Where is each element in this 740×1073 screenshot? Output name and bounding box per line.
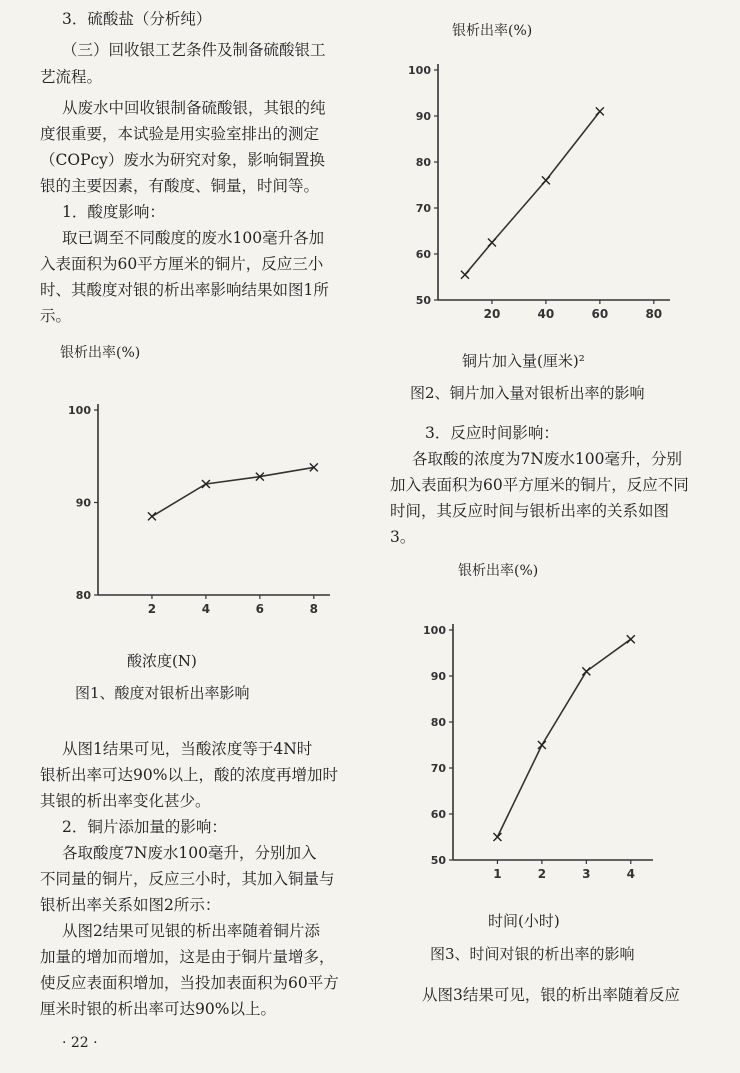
para-line: 时、其酸度对银的析出率影响结果如图1所 bbox=[40, 281, 329, 299]
data-point bbox=[538, 741, 546, 749]
para-line: （COPcy）废水为研究对象，影响铜置换 bbox=[40, 151, 325, 169]
y-tick-label: 100 bbox=[68, 404, 91, 417]
data-point bbox=[148, 512, 156, 520]
y-tick-label: 80 bbox=[430, 716, 446, 729]
section-title-cont: 艺流程。 bbox=[40, 68, 103, 86]
chart1-ylabel: 银析出率(%) bbox=[60, 345, 141, 361]
x-tick-label: 8 bbox=[309, 602, 318, 616]
para-line: 其银的析出率变化甚少。 bbox=[40, 792, 211, 810]
section-title: （三）回收银工艺条件及制备硫酸银工 bbox=[62, 41, 326, 59]
chart3-ylabel: 银析出率(%) bbox=[458, 563, 539, 579]
para-line: 不同量的铜片，反应三小时，其加入铜量与 bbox=[40, 870, 335, 888]
para-line: 加量的增加而增加，这是由于铜片量增多， bbox=[40, 948, 335, 966]
series-line bbox=[152, 467, 314, 516]
y-tick-label: 70 bbox=[430, 762, 446, 775]
y-tick-label: 90 bbox=[430, 670, 446, 683]
y-tick-label: 100 bbox=[423, 624, 446, 637]
chart3-reaction-time bbox=[415, 615, 675, 895]
para-line: 从图3结果可见，银的析出率随着反应 bbox=[422, 986, 680, 1004]
chart1-caption: 图1、酸度对银析出率影响 bbox=[75, 684, 250, 702]
page-number: · 22 · bbox=[62, 1035, 98, 1051]
heading-sulfate: 3．硫酸盐（分析纯） bbox=[62, 10, 212, 28]
x-tick-label: 80 bbox=[645, 307, 663, 321]
y-tick-label: 50 bbox=[415, 294, 431, 307]
para-line: 取已调至不同酸度的废水100毫升各加 bbox=[62, 229, 325, 247]
para-line: 银析出率可达90%以上，酸的浓度再增加时 bbox=[40, 766, 338, 784]
chart2-copper-amount bbox=[400, 55, 690, 335]
para-line: 银的主要因素，有酸度、铜量，时间等。 bbox=[40, 177, 320, 195]
y-tick-label: 90 bbox=[75, 496, 91, 510]
subheading-copper: 2．铜片添加量的影响： bbox=[62, 818, 227, 836]
chart3-xlabel: 时间(小时) bbox=[488, 912, 560, 930]
para-line: 加入表面积为60平方厘米的铜片，反应不同 bbox=[390, 476, 689, 494]
data-point bbox=[488, 239, 496, 247]
chart2-ylabel: 银析出率(%) bbox=[452, 23, 533, 39]
x-tick-label: 1 bbox=[493, 867, 502, 881]
para-line: 度很重要，本试验是用实验室排出的测定 bbox=[40, 125, 320, 143]
x-tick-label: 2 bbox=[537, 867, 547, 881]
para-line: 入表面积为60平方厘米的铜片，反应三小 bbox=[40, 255, 324, 273]
x-tick-label: 6 bbox=[255, 602, 265, 616]
x-tick-label: 3 bbox=[582, 867, 591, 881]
x-tick-label: 2 bbox=[147, 602, 157, 616]
data-point bbox=[627, 635, 635, 643]
para-line: 厘米时银的析出率可达90%以上。 bbox=[40, 1000, 276, 1018]
para-line: 从图1结果可见，当酸浓度等于4N时 bbox=[62, 740, 313, 758]
y-tick-label: 100 bbox=[408, 64, 431, 77]
series-line bbox=[465, 111, 600, 274]
chart2-caption: 图2、铜片加入量对银析出率的影响 bbox=[410, 384, 645, 402]
chart1-acidity bbox=[60, 380, 330, 620]
chart3-caption: 图3、时间对银的析出率的影响 bbox=[430, 945, 635, 963]
subheading-acidity: 1．酸度影响： bbox=[62, 203, 165, 221]
data-point bbox=[493, 833, 501, 841]
data-point bbox=[582, 667, 590, 675]
para-line: 各取酸度7N废水100毫升，分别加入 bbox=[62, 844, 317, 862]
para-line: 银析出率关系如图2所示： bbox=[40, 896, 221, 914]
y-tick-label: 80 bbox=[75, 589, 91, 602]
data-point bbox=[542, 176, 550, 184]
series-line bbox=[497, 639, 630, 837]
para-line: 时间，其反应时间与银析出率的关系如图 bbox=[390, 502, 670, 520]
data-point bbox=[461, 271, 469, 279]
para-line: 从图2结果可见银的析出率随着铜片添 bbox=[62, 922, 320, 940]
x-tick-label: 60 bbox=[591, 307, 609, 321]
x-tick-label: 40 bbox=[537, 307, 555, 321]
para-line: 使反应表面积增加，当投加表面积为60平方 bbox=[40, 974, 339, 992]
para-line: 3。 bbox=[390, 528, 416, 546]
chart2-xlabel: 铜片加入量(厘米)² bbox=[462, 352, 585, 370]
y-tick-label: 50 bbox=[430, 854, 446, 867]
para-line: 从废水中回收银制备硫酸银，其银的纯 bbox=[62, 99, 326, 117]
y-tick-label: 90 bbox=[415, 110, 431, 123]
para-line: 示。 bbox=[40, 307, 72, 325]
y-tick-label: 60 bbox=[415, 248, 431, 261]
x-tick-label: 4 bbox=[626, 867, 635, 881]
subheading-time: 3．反应时间影响： bbox=[425, 424, 559, 442]
para-line: 各取酸的浓度为7N废水100毫升，分别 bbox=[412, 450, 683, 468]
y-tick-label: 60 bbox=[430, 808, 446, 821]
x-tick-label: 20 bbox=[483, 307, 501, 321]
x-tick-label: 4 bbox=[201, 602, 211, 616]
y-tick-label: 80 bbox=[415, 156, 431, 169]
data-point bbox=[596, 107, 604, 115]
y-tick-label: 70 bbox=[415, 202, 431, 215]
chart1-xlabel: 酸浓度(N) bbox=[127, 652, 197, 670]
